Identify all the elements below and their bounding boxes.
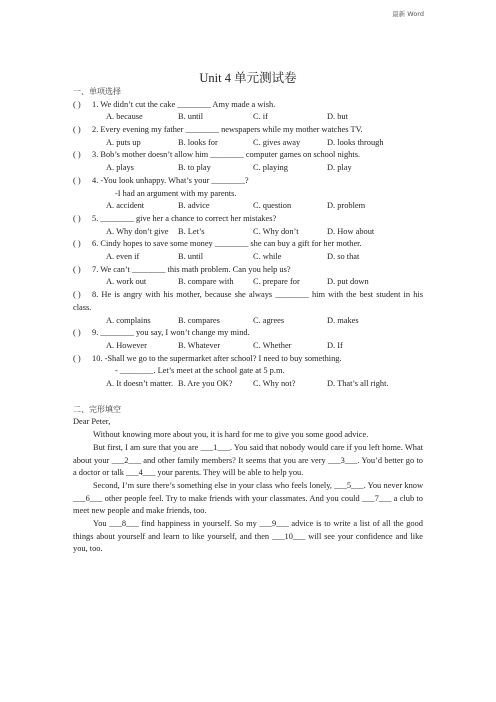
answer-blank[interactable]: ( ): [73, 264, 81, 274]
option-c[interactable]: C. question: [253, 201, 292, 211]
option-c[interactable]: C. agrees: [253, 315, 285, 325]
option-d[interactable]: D. problem: [327, 201, 366, 211]
option-b[interactable]: B. Whatever: [178, 340, 221, 350]
option-c[interactable]: C. playing: [253, 163, 288, 173]
question-text: 10. -Shall we go to the supermarket after school? I need to buy something.: [92, 353, 342, 363]
question-stem: [73, 289, 423, 314]
question-item: [73, 149, 423, 174]
question-dialog-line: - ________. Let’s meet at the school gate at 5 p.m.: [115, 366, 285, 376]
option-d[interactable]: D. so that: [327, 252, 360, 262]
question-text: 7. We can’t ________ this math problem. Can you help us?: [92, 264, 291, 274]
question-text: 3. Bob’s mother doesn’t allow him ________ computer games on school nights.: [92, 150, 361, 160]
question-item: [73, 124, 423, 149]
answer-blank[interactable]: ( ): [73, 239, 81, 249]
option-row: [106, 251, 423, 264]
option-d[interactable]: D. If: [327, 340, 343, 350]
option-d[interactable]: D. That’s all right.: [327, 379, 389, 389]
option-d[interactable]: D. How about: [327, 226, 375, 236]
option-c[interactable]: C. prepare for: [253, 277, 300, 287]
letter-paragraph: Second, I’m sure there’s something else in your class who feels lonely, ___5___. You never know ___6___ other people feel. Try to make friends with your classmates. And you could ___7___ a club to meet new people and make friends, too.: [73, 480, 423, 516]
option-row: [106, 226, 423, 239]
option-c[interactable]: C. if: [253, 112, 268, 122]
option-row: [106, 111, 423, 124]
option-a[interactable]: A. because: [106, 112, 143, 122]
question-stem: [73, 99, 423, 112]
header-badge: 最新 Word: [392, 10, 424, 18]
question-text: 2. Every evening my father ________ newspapers while my mother watches TV.: [92, 125, 363, 135]
question-item: [73, 99, 423, 124]
option-row: [106, 200, 423, 213]
question-dialog-line: -I had an argument with my parents.: [115, 188, 237, 198]
letter-paragraph: But first, I am sure that you are ___1___. You said that nobody would care if you left home. What about your ___2___ and other family members? It seems that you are very ___3___. You’d better go to a doctor or talk ___4___ your parents. They will be able to help you.: [73, 442, 423, 478]
option-c[interactable]: C. Why don’t: [253, 226, 299, 236]
option-a[interactable]: A. accident: [106, 201, 145, 211]
option-d[interactable]: D. play: [327, 163, 352, 173]
option-b[interactable]: B. compares: [178, 315, 220, 325]
option-row: [106, 137, 423, 150]
option-d[interactable]: D. makes: [327, 315, 359, 325]
option-d[interactable]: D. looks through: [327, 137, 384, 147]
question-item: [73, 238, 423, 263]
option-row: [106, 340, 423, 353]
option-c[interactable]: C. Whether: [253, 340, 292, 350]
question-item: [73, 327, 423, 352]
option-a[interactable]: A. puts up: [106, 137, 141, 147]
question-stem: [73, 327, 423, 340]
question-text: 6. Cindy hopes to save some money ________ she can buy a gift for her mother.: [92, 239, 362, 249]
question-text: 5. ________ give her a chance to correct her mistakes?: [92, 213, 277, 223]
option-b[interactable]: B. compare with: [178, 277, 234, 287]
question-item: [73, 213, 423, 238]
option-row: [106, 378, 423, 391]
letter-paragraph: You ___8___ find happiness in yourself. So my ___9___ advice is to write a list of all the good things about yourself and learn to like yourself, and then ___10___ will see your confidence and like you, too.: [73, 519, 423, 554]
question-item: [73, 289, 423, 327]
question-stem: [73, 149, 423, 162]
document-body: [73, 86, 423, 556]
option-a[interactable]: A. even if: [106, 252, 140, 262]
option-b[interactable]: B. to play: [178, 163, 211, 173]
question-stem: [73, 238, 423, 251]
answer-blank[interactable]: ( ): [73, 290, 81, 300]
letter-greeting: Dear Peter,: [73, 417, 111, 427]
option-d[interactable]: D. put down: [327, 277, 369, 287]
option-a[interactable]: A. Why don’t give: [106, 226, 169, 236]
option-a[interactable]: A. complains: [106, 315, 151, 325]
question-item: [73, 353, 423, 391]
option-c[interactable]: C. Why not?: [253, 379, 296, 389]
answer-blank[interactable]: ( ): [73, 175, 81, 185]
option-d[interactable]: D. but: [327, 112, 348, 122]
question-text: 1. We didn’t cut the cake ________ Amy made a wish.: [92, 99, 276, 109]
option-b[interactable]: B. until: [178, 252, 204, 262]
question-stem: [73, 264, 423, 277]
question-text: 4. -You look unhappy. What’s your ________?: [92, 175, 249, 185]
section-heading-cloze: 二、完形填空: [73, 404, 121, 414]
option-b[interactable]: B. Let’s: [178, 226, 205, 236]
answer-blank[interactable]: ( ): [73, 125, 81, 135]
answer-blank[interactable]: ( ): [73, 353, 81, 363]
option-a[interactable]: A. It doesn’t matter.: [106, 379, 174, 389]
question-item: [73, 175, 423, 213]
option-b[interactable]: B. looks for: [178, 137, 218, 147]
option-a[interactable]: A. However: [106, 340, 147, 350]
option-row: [106, 315, 423, 328]
answer-blank[interactable]: ( ): [73, 213, 81, 223]
option-b[interactable]: B. advice: [178, 201, 210, 211]
question-list: [73, 99, 423, 391]
question-text: 9. ________ you say, I won’t change my mind.: [92, 328, 250, 338]
question-stem: [73, 175, 423, 188]
section-heading-choice: 一、单项选择: [73, 87, 121, 96]
option-b[interactable]: B. Are you OK?: [178, 379, 233, 389]
answer-blank[interactable]: ( ): [73, 328, 81, 338]
option-b[interactable]: B. until: [178, 112, 204, 122]
answer-blank[interactable]: ( ): [73, 150, 81, 160]
letter-paragraph: Without knowing more about you, it is hard for me to give you some good advice.: [93, 430, 369, 440]
option-row: [106, 162, 423, 175]
option-a[interactable]: A. work out: [106, 277, 147, 287]
answer-blank[interactable]: ( ): [73, 99, 81, 109]
question-stem: [73, 213, 423, 226]
question-stem: [73, 124, 423, 137]
option-a[interactable]: A. plays: [106, 163, 134, 173]
question-item: [73, 264, 423, 289]
question-stem: [73, 353, 423, 366]
option-c[interactable]: C. while: [253, 252, 282, 262]
cloze-letter: [73, 416, 423, 556]
option-row: [106, 276, 423, 289]
page-title: Unit 4 单元测试卷: [199, 71, 297, 85]
question-text: 8. He is angry with his mother, because she always ________ him with the best student in his class.: [73, 290, 423, 312]
option-c[interactable]: C. gives away: [253, 137, 301, 147]
